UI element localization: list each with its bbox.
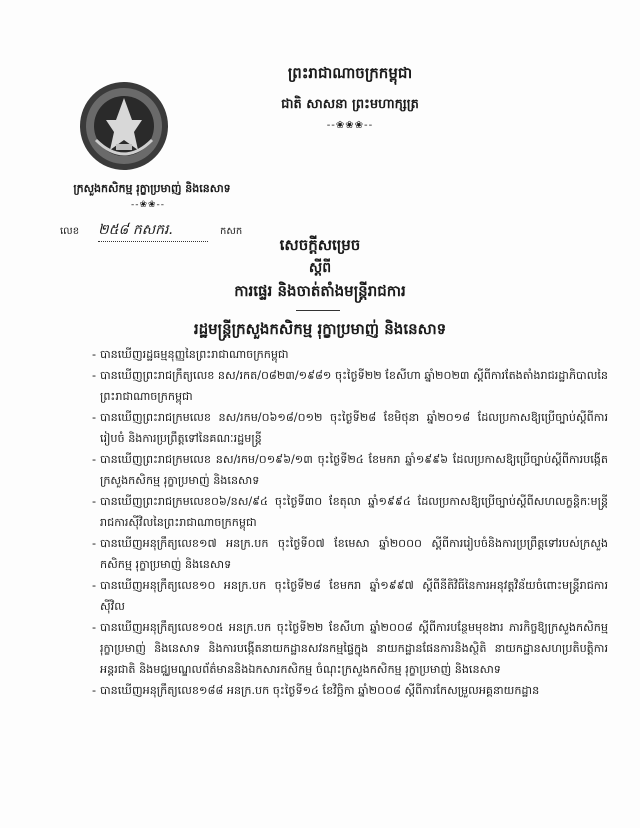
list-item: - បានឃើញរដ្ឋធម្មនុញ្ញនៃព្រះរាជាណាចក្រកម្ពុជា	[92, 344, 608, 365]
list-item: - បានឃើញព្រះរាជក្រមលេខ នស/រកម/០៦១៨/០១២ ចុះថ្ងៃទី២៨ ខែមិថុនា ឆ្នាំ២០១៨ ដែលប្រកាសឱ្យប្រើច្បាប់ស្តីពីការរៀបចំ និងការប្រព្រឹត្តទៅនៃគណៈរដ្ឋមន្ត្រី	[92, 407, 608, 449]
list-item: - បានឃើញអនុក្រឹត្យលេខ១៨៨ អនក្រ.បក ចុះថ្ងៃទី១៤ ខែវិច្ឆិកា ឆ្នាំ២០០៨ ស្តីពីការកែសម្រួលអគ្គនាយកដ្ឋាន	[92, 680, 608, 701]
list-item: - បានឃើញអនុក្រឹត្យលេខ១០ អនក្រ.បក ចុះថ្ងៃទី២៨ ខែមករា ឆ្នាំ១៩៩៧ ស្តីពីនីតិវិធីនៃការអនុវត្តវិន័យចំពោះមន្ត្រីរាជការស៊ីវិល	[92, 575, 608, 617]
list-item: - បានឃើញអនុក្រឹត្យលេខ១៧ អនក្រ.បក ចុះថ្ងៃទី០៧ ខែមេសា ឆ្នាំ២០០០ ស្តីពីការរៀបចំនិងការប្រព្រឹត្តទៅរបស់ក្រសួងកសិកម្ម រុក្ខាប្រមាញ់ និងនេសាទ	[92, 533, 608, 575]
decision-about-label: ស្តីពី	[308, 260, 332, 276]
national-motto: ជាតិ សាសនា ព្រះមហាក្សត្រ	[281, 97, 419, 112]
reference-suffix: កសក	[220, 226, 243, 237]
ornament-divider-right: --❀❀❀--	[326, 120, 374, 131]
list-item: - បានឃើញព្រះរាជក្រឹត្យលេខ នស/រកត/០៨២៣/១៩៨១ ចុះថ្ងៃទី២២ ខែសីហា ឆ្នាំ២០២៣ ស្តីពីការតែងតាំងរាជរដ្ឋាភិបាលនៃព្រះរាជាណាចក្រកម្ពុជា	[92, 365, 608, 407]
ministry-name-left: ក្រសួងកសិកម្ម រុក្ខាប្រមាញ់ និងនេសាទ	[73, 182, 231, 195]
royal-emblem-seal	[76, 80, 172, 172]
list-item: - បានឃើញព្រះរាជក្រមលេខ០៦/នស/៩៤ ចុះថ្ងៃទី៣០ ខែតុលា ឆ្នាំ១៩៩៤ ដែលប្រកាសឱ្យប្រើច្បាប់ស្តីពីសហលក្ខន្តិកៈមន្ត្រីរាជការស៊ីវិលនៃព្រះរាជាណាចក្រកម្ពុជា	[92, 491, 608, 533]
handwritten-reference-number: ២៥៨ កសករ.	[98, 220, 208, 242]
title-underline	[296, 310, 340, 311]
decision-title: សេចក្តីសម្រេច	[279, 236, 361, 254]
minister-heading: រដ្ឋមន្ត្រីក្រសួងកសិកម្ម រុក្ខាប្រមាញ់ និងនេសាទ	[193, 320, 447, 338]
legal-basis-list	[92, 344, 608, 701]
decision-subject: ការផ្ទេរ និងចាត់តាំងមន្ត្រីរាជការ	[234, 282, 406, 300]
reference-label: លេខ	[60, 226, 80, 237]
list-item: - បានឃើញអនុក្រឹត្យលេខ១០៥ អនក្រ.បក ចុះថ្ងៃទី២២ ខែសីហា ឆ្នាំ២០០៨ ស្តីពីការបន្ថែមមុខងារ ភារកិច្ចឱ្យក្រសួងកសិកម្ម រុក្ខាប្រមាញ់ និងនេសាទ និងការបង្កើតនាយកដ្ឋានសវនកម្មផ្ទៃក្នុង នាយកដ្ឋានផែនការនិងស្ថិតិ នាយកដ្ឋានសហប្រតិបត្តិការអន្តរជាតិ និងមជ្ឈមណ្ឌលព័ត៌មាននិងឯកសារកសិកម្ម ចំណុះក្រសួងកសិកម្ម រុក្ខាប្រមាញ់ និងនេសាទ	[92, 617, 608, 680]
kingdom-heading: ព្រះរាជាណាចក្រកម្ពុជា	[287, 64, 413, 82]
ornament-divider-left: --❀❀--	[130, 200, 166, 210]
list-item: - បានឃើញព្រះរាជក្រមលេខ នស/រកម/០១៩៦/១៣ ចុះថ្ងៃទី២៤ ខែមករា ឆ្នាំ១៩៩៦ ដែលប្រកាសឱ្យប្រើច្បាប់ស្តីពីការបង្កើតក្រសួងកសិកម្ម រុក្ខាប្រមាញ់ និងនេសាទ	[92, 449, 608, 491]
